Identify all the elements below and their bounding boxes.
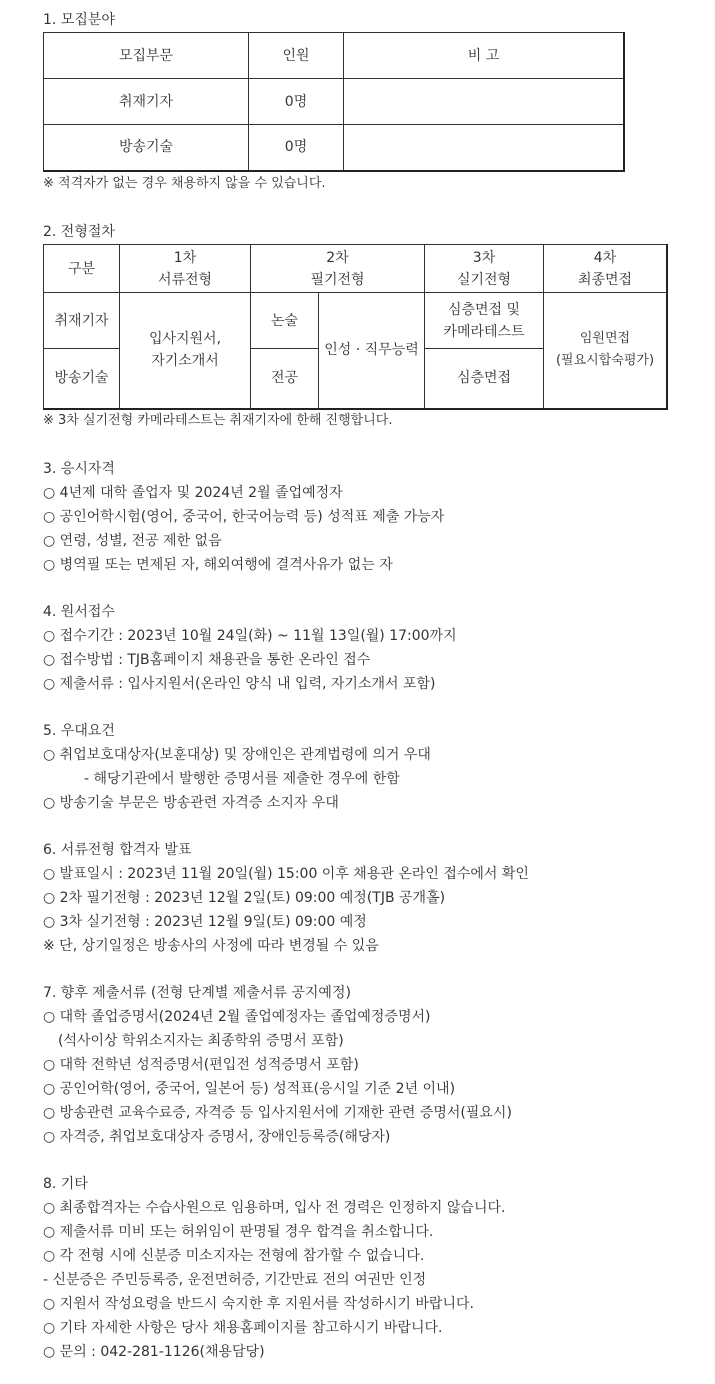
- list-item: ○ 병역필 또는 면제된 자, 해외여행에 결격사유가 없는 자: [43, 557, 393, 573]
- list-item: ○ 방송기술 부문은 방송관련 자격증 소지자 우대: [43, 795, 339, 811]
- table-header-stage-2: 2차 필기전형: [251, 245, 425, 293]
- list-item: ○ 문의 : 042-281-1126(채용담당): [43, 1344, 265, 1360]
- list-item: ○ 방송관련 교육수료증, 자격증 등 입사지원서에 기재한 관련 증명서(필요시): [43, 1105, 512, 1121]
- list-item: ○ 2차 필기전형 : 2023년 12월 2일(토) 09:00 예정(TJB 공개홀): [43, 890, 446, 906]
- table-cell: 0명: [249, 79, 344, 125]
- table-cell: 입사지원서, 자기소개서: [120, 293, 251, 409]
- table-cell: 전공: [251, 349, 319, 409]
- list-item: ○ 접수기간 : 2023년 10월 24일(화) ~ 11월 13일(월) 17:00까지: [43, 628, 457, 644]
- table-header-remarks: 비 고: [344, 33, 625, 79]
- table-cell: 심층면접: [425, 349, 544, 409]
- section-title-announcement: 6. 서류전형 합격자 발표: [43, 842, 192, 858]
- table-cell: 방송기술: [44, 125, 249, 171]
- table-cell: 논술: [251, 293, 319, 349]
- list-item: ○ 3차 실기전형 : 2023년 12월 9일(토) 09:00 예정: [43, 914, 367, 930]
- recruitment-field-table: [43, 32, 625, 172]
- list-item: ○ 공인어학(영어, 중국어, 일본어 등) 성적표(응시일 기준 2년 이내): [43, 1081, 456, 1097]
- table-header-stage-4: 4차 최종면접: [544, 245, 668, 293]
- table-cell: 방송기술: [44, 349, 120, 409]
- table-cell: 심층면접 및 카메라테스트: [425, 293, 544, 349]
- table-note: ※ 적격자가 없는 경우 채용하지 않을 수 있습니다.: [43, 176, 326, 191]
- list-item: ○ 접수방법 : TJB홈페이지 채용관을 통한 온라인 접수: [43, 652, 371, 668]
- table-header-stage-1: 1차 서류전형: [120, 245, 251, 293]
- list-item: ○ 4년제 대학 졸업자 및 2024년 2월 졸업예정자: [43, 485, 343, 501]
- list-item: ○ 각 전형 시에 신분증 미소지자는 전형에 참가할 수 없습니다.: [43, 1248, 425, 1264]
- table-row: [44, 293, 668, 349]
- section-title-application: 4. 원서접수: [43, 604, 115, 620]
- table-header-count: 인원: [249, 33, 344, 79]
- selection-process-table: [43, 244, 668, 410]
- section-title-documents: 7. 향후 제출서류 (전형 단계별 제출서류 공지예정): [43, 985, 351, 1001]
- list-item: (석사이상 학위소지자는 최종학위 증명서 포함): [58, 1033, 344, 1049]
- table-cell: [344, 79, 625, 125]
- table-cell: 인성 · 직무능력: [319, 293, 425, 409]
- table-header-category: 구분: [44, 245, 120, 293]
- list-item: - 해당기관에서 발행한 증명서를 제출한 경우에 한함: [84, 771, 400, 787]
- table-cell: 임원면접 (필요시합숙평가): [544, 293, 668, 409]
- section-title-selection-process: 2. 전형절차: [43, 224, 115, 240]
- table-header-field: 모집부문: [44, 33, 249, 79]
- section-title-etc: 8. 기타: [43, 1176, 88, 1192]
- list-item: ○ 대학 전학년 성적증명서(편입전 성적증명서 포함): [43, 1057, 359, 1073]
- table-cell: 취재기자: [44, 293, 120, 349]
- list-item: ※ 단, 상기일정은 방송사의 사정에 따라 변경될 수 있음: [43, 938, 379, 954]
- table-cell: 취재기자: [44, 79, 249, 125]
- table-cell: 0명: [249, 125, 344, 171]
- list-item: ○ 대학 졸업증명서(2024년 2월 졸업예정자는 졸업예정증명서): [43, 1009, 431, 1025]
- list-item: ○ 지원서 작성요령을 반드시 숙지한 후 지원서를 작성하시기 바랍니다.: [43, 1296, 474, 1312]
- table-header-stage-3: 3차 실기전형: [425, 245, 544, 293]
- list-item: ○ 최종합격자는 수습사원으로 임용하며, 입사 전 경력은 인정하지 않습니다.: [43, 1200, 506, 1216]
- section-title-preference: 5. 우대요건: [43, 723, 115, 739]
- list-item: ○ 공인어학시험(영어, 중국어, 한국어능력 등) 성적표 제출 가능자: [43, 509, 445, 525]
- section-title-recruitment-field: 1. 모집분야: [43, 12, 115, 28]
- list-item: ○ 취업보호대상자(보훈대상) 및 장애인은 관계법령에 의거 우대: [43, 747, 431, 763]
- list-item: ○ 연령, 성별, 전공 제한 없음: [43, 533, 222, 549]
- list-item: ○ 기타 자세한 사항은 당사 채용홈페이지를 참고하시기 바랍니다.: [43, 1320, 443, 1336]
- table-cell: [344, 125, 625, 171]
- table-note: ※ 3차 실기전형 카메라테스트는 취재기자에 한해 진행합니다.: [43, 413, 393, 428]
- list-item: - 신분증은 주민등록증, 운전면허증, 기간만료 전의 여권만 인정: [43, 1272, 427, 1288]
- list-item: ○ 발표일시 : 2023년 11월 20일(월) 15:00 이후 채용관 온라인 접수에서 확인: [43, 866, 529, 882]
- table-row: [44, 125, 625, 171]
- list-item: ○ 제출서류 미비 또는 허위임이 판명될 경우 합격을 취소합니다.: [43, 1224, 434, 1240]
- list-item: ○ 자격증, 취업보호대상자 증명서, 장애인등록증(해당자): [43, 1129, 391, 1145]
- table-row: [44, 79, 625, 125]
- section-title-eligibility: 3. 응시자격: [43, 461, 115, 477]
- list-item: ○ 제출서류 : 입사지원서(온라인 양식 내 입력, 자기소개서 포함): [43, 676, 436, 692]
